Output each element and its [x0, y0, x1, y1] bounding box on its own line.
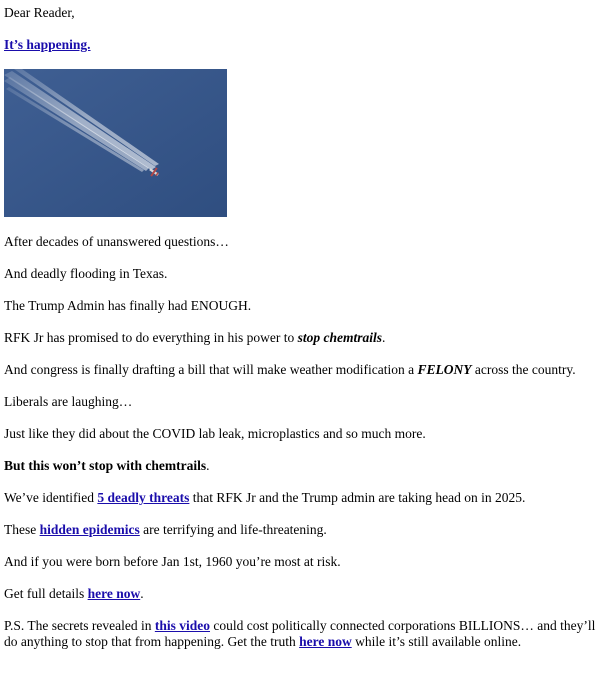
paragraph-6: Liberals are laughing…: [4, 394, 133, 409]
video-link[interactable]: this video: [154, 618, 210, 633]
paragraph-8: But this won’t stop with chemtrails.: [4, 458, 210, 473]
paragraph-10: These hidden epidemics are terrifying and life-threatening.: [4, 522, 327, 537]
headline-paragraph: [4, 37, 596, 53]
airplane-contrail-icon: [4, 69, 227, 217]
paragraph-9: We’ve identified 5 deadly threats that RFK Jr and the Trump admin are taking head on in 2025.: [4, 490, 526, 505]
paragraph-4: RFK Jr has promised to do everything in his power to stop chemtrails.: [4, 330, 386, 345]
paragraph-1: After decades of unanswered questions…: [4, 234, 229, 249]
paragraph-7: Just like they did about the COVID lab leak, microplastics and so much more.: [4, 426, 426, 441]
paragraph-12: Get full details here now.: [4, 586, 144, 601]
felony-emphasis: FELONY: [417, 362, 472, 377]
paragraph-11: And if you were born before Jan 1st, 1960 you’re most at risk.: [4, 554, 341, 569]
paragraph-3: The Trump Admin has finally had ENOUGH.: [4, 298, 252, 313]
headline-link[interactable]: It’s happening.: [4, 37, 91, 52]
paragraph-5: And congress is finally drafting a bill that will make weather modification a FELONY across the country.: [4, 362, 576, 377]
paragraph-2: And deadly flooding in Texas.: [4, 266, 168, 281]
postscript: P.S. The secrets revealed in this video could cost politically connected corporations BILLIONS… and they’ll do anything to stop that from happening. Get the truth here now while it’s still available online.: [4, 618, 596, 649]
full-details-link[interactable]: here now: [87, 586, 141, 601]
greeting: Dear Reader,: [4, 5, 75, 20]
chemtrails-bold: But this won’t stop with chemtrails: [4, 458, 207, 473]
truth-link[interactable]: here now: [299, 634, 352, 649]
deadly-threats-link[interactable]: 5 deadly threats: [97, 490, 190, 505]
hidden-epidemics-link[interactable]: hidden epidemics: [39, 522, 140, 537]
contrail-image[interactable]: [4, 69, 227, 217]
stop-chemtrails-emphasis: stop chemtrails: [297, 330, 382, 345]
